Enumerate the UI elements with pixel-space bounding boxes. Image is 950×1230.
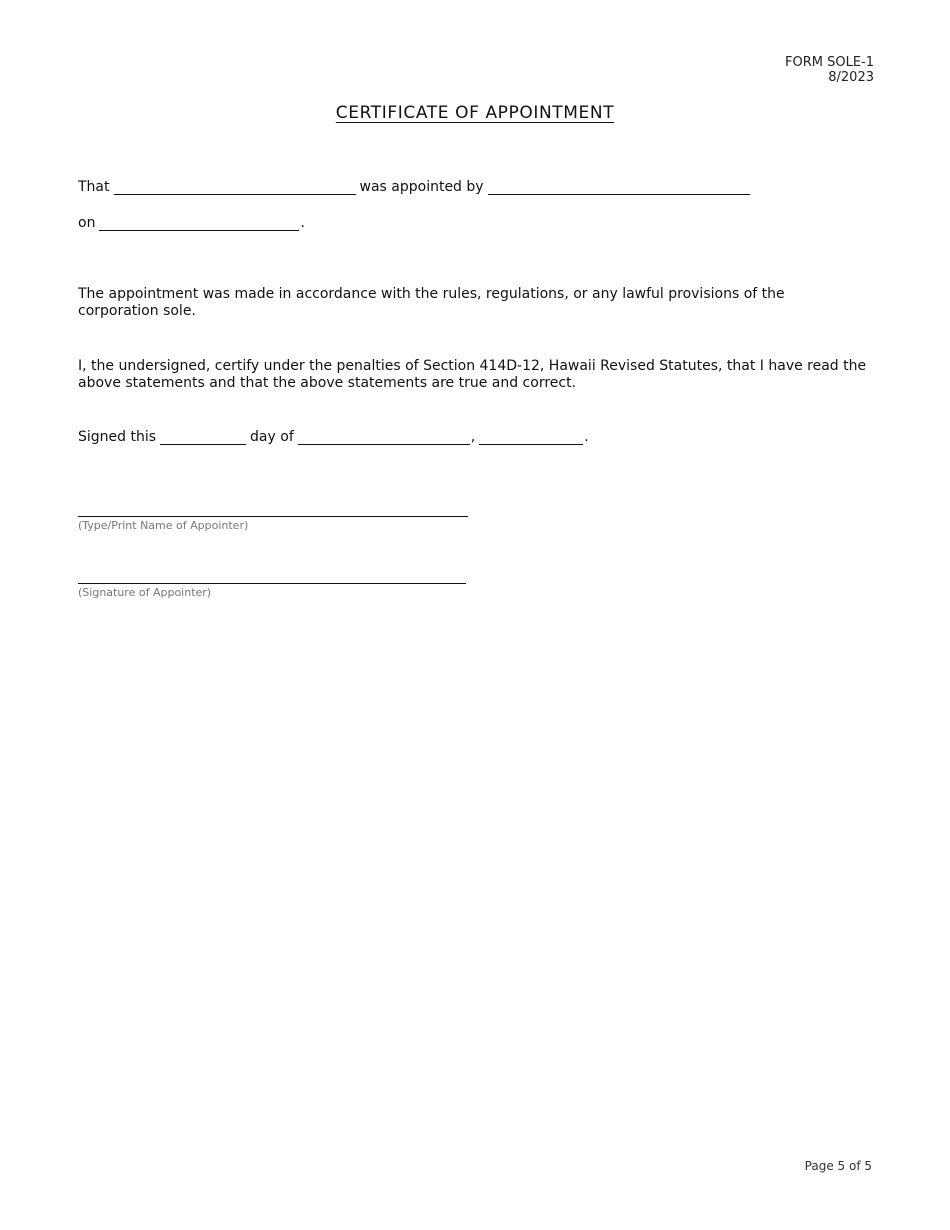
that-label: That — [78, 179, 110, 195]
signed-row — [78, 429, 589, 445]
accordance-paragraph: The appointment was made in accordance with the rules, regulations, or any lawful provisions of the corporation sole. — [78, 286, 785, 319]
appointed-by-label: was appointed by — [359, 179, 484, 195]
comma-mark: , — [470, 429, 476, 445]
form-number: FORM SOLE-1 — [785, 55, 874, 70]
signed-day-field[interactable] — [160, 430, 246, 445]
day-of-label: day of — [250, 429, 294, 445]
form-date: 8/2023 — [828, 70, 874, 85]
appointment-date-field[interactable] — [99, 216, 299, 231]
form-identifier — [785, 55, 874, 85]
appointee-name-field[interactable] — [114, 180, 356, 195]
appointer-field[interactable] — [488, 180, 750, 195]
appointer-name-line[interactable] — [78, 516, 468, 517]
signed-this-label: Signed this — [78, 429, 157, 445]
certification-paragraph: I, the undersigned, certify under the penalties of Section 414D-12, Hawaii Revised Statutes, that I have read the above statements and that the above statements are true and correct. — [78, 358, 867, 391]
page-title — [0, 103, 950, 123]
period-mark: . — [584, 429, 589, 445]
appointer-name-caption: (Type/Print Name of Appointer) — [78, 519, 249, 532]
on-label: on — [78, 215, 96, 231]
signed-month-field[interactable] — [298, 430, 470, 445]
signed-year-field[interactable] — [479, 430, 583, 445]
period-mark: . — [300, 215, 305, 231]
appointer-signature-line[interactable] — [78, 583, 466, 584]
appointment-date-row — [78, 215, 305, 231]
page-number: Page 5 of 5 — [804, 1159, 872, 1173]
appointee-row — [78, 179, 754, 195]
title-text: CERTIFICATE OF APPOINTMENT — [335, 103, 615, 123]
appointer-signature-caption: (Signature of Appointer) — [78, 586, 212, 599]
